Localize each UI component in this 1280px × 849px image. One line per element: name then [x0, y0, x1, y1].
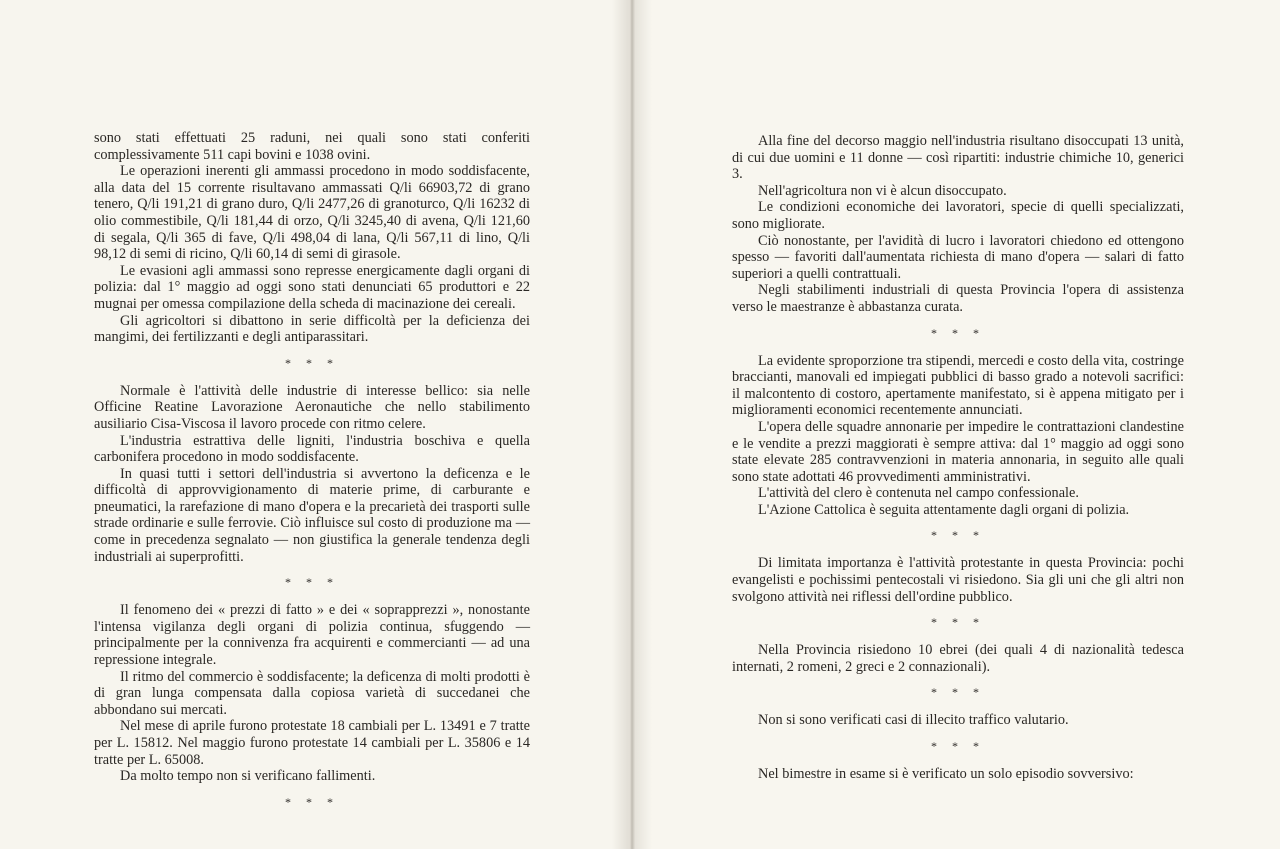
section-separator: * * * [931, 325, 985, 340]
paragraph: Le operazioni inerenti gli ammassi procedono in modo soddisfacente, alla data del 15 corrente risultavano ammassati Q/li 66903,72 di grano tenero, Q/li 191,21 di grano duro, Q/li 2477,26 di granoturco, Q/li 16232 di olio commestibile, Q/li 181,44 di orzo, Q/li 3245,40 di avena, Q/li 121,60 di segala, Q/li 365 di fave, Q/li 498,04 di lana, Q/li 567,11 di lino, Q/li 98,12 di semi di ricino, Q/li 60,14 di semi di girasole. [94, 163, 530, 263]
section-separator: * * * [931, 685, 985, 700]
paragraph: Nel mese di aprile furono protestate 18 cambiali per L. 13491 e 7 tratte per L. 15812. Nel maggio furono protestate 14 cambiali per L. 35806 e 14 tratte per L. 65008. [94, 718, 530, 768]
section-separator: * * * [931, 739, 985, 754]
paragraph: Nella Provincia risiedono 10 ebrei (dei quali 4 di nazionalità tedesca internati, 2 romeni, 2 greci e 2 connazionali). [732, 642, 1184, 675]
paragraph: La evidente sproporzione tra stipendi, mercedi e costo della vita, costringe braccianti, manovali ed impiegati pubblici di basso grado a notevoli sacrifici: il malcontento di costoro, apertamente manifestato, si è appena mitigato per i miglioramenti economici recentemente annunciati. [732, 352, 1184, 419]
paragraph: Il ritmo del commercio è soddisfacente; la deficenza di molti prodotti è di gran lunga compensata dalla copiosa varietà di succedanei che abbondano sui mercati. [94, 668, 530, 718]
paragraph: Il fenomeno dei « prezzi di fatto » e dei « soprapprezzi », nonostante l'intensa vigilanza degli organi di polizia continua, sfuggendo — principalmente per la connivenza fra acquirenti e commercianti — ad una repressione integrale. [94, 602, 530, 669]
paragraph: Ciò nonostante, per l'avidità di lucro i lavoratori chiedono ed ottengono spesso — favoriti dall'aumentata richiesta di mano d'opera — salari di fatto superiori a quelli contrattuali. [732, 232, 1184, 282]
paragraph: In quasi tutti i settori dell'industria si avvertono la deficenza e le difficoltà di approvvigionamento di materie prime, di carburante e pneumatici, la rarefazione di mano d'opera e la precarietà dei trasporti sulle strade ordinarie e sulle ferrovie. Ciò influisce sul costo di produzione ma — come in precedenza segnalato — non giustifica la generale tendenza degli industriali ai superprofitti. [94, 465, 530, 565]
paragraph: Le condizioni economiche dei lavoratori, specie di quelli specializzati, sono migliorate. [732, 199, 1184, 232]
paragraph: Non si sono verificati casi di illecito traffico valutario. [758, 712, 1069, 729]
paragraph: Di limitata importanza è l'attività protestante in questa Provincia: pochi evangelisti e pochissimi pentecostali vi risiedono. Sia gli uni che gli altri non svolgono attività nei riflessi dell'ordine pubblico. [732, 555, 1184, 605]
paragraph: Le evasioni agli ammassi sono represse energicamente dagli organi di polizia: dal 1° maggio ad oggi sono stati denunciati 65 produttori e 22 mugnai per omessa compilazione della scheda di macinazione dei cereali. [94, 262, 530, 312]
paragraph: Alla fine del decorso maggio nell'industria risultano disoccupati 13 unità, di cui due uomini e 11 donne — così ripartiti: industrie chimiche 10, generici 3. [732, 133, 1184, 183]
paragraph: L'opera delle squadre annonarie per impedire le contrattazioni clandestine e le vendite a prezzi maggiorati è sempre attiva: dal 1° maggio ad oggi sono state elevate 285 contravvenzioni in materia annonaria, in seguito alle quali sono state adottati 46 provvedimenti amministrativi. [732, 418, 1184, 485]
section-separator: * * * [285, 355, 339, 370]
section-separator: * * * [285, 794, 339, 809]
section-separator: * * * [285, 575, 339, 590]
paragraph: sono stati effettuati 25 raduni, nei quali sono stati conferiti complessivamente 511 capi bovini e 1038 ovini. [94, 130, 530, 163]
paragraph: Da molto tempo non si verificano fallimenti. [120, 768, 376, 785]
section-separator: * * * [931, 528, 985, 543]
paragraph: Nel bimestre in esame si è verificato un solo episodio sovversivo: [758, 766, 1134, 783]
section-separator: * * * [931, 615, 985, 630]
paragraph: Nell'agricoltura non vi è alcun disoccupato. [758, 182, 1007, 199]
paragraph: L'industria estrattiva delle ligniti, l'industria boschiva e quella carbonifera procedono in modo soddisfacente. [94, 432, 530, 466]
right-page-text [732, 133, 1184, 783]
paragraph: L'Azione Cattolica è seguita attentamente dagli organi di polizia. [758, 501, 1130, 518]
paragraph: Normale è l'attività delle industrie di interesse bellico: sia nelle Officine Reatine Lavorazione Aeronautiche che nello stabilimento ausiliario Cisa-Viscosa il lavoro procede con ritmo celere. [94, 382, 530, 432]
paragraph: L'attività del clero è contenuta nel campo confessionale. [758, 485, 1079, 502]
paragraph: Gli agricoltori si dibattono in serie difficoltà per la deficienza dei mangimi, dei fertilizzanti e degli antiparassitari. [94, 312, 530, 346]
left-page [0, 0, 628, 849]
paragraph: Negli stabilimenti industriali di questa Provincia l'opera di assistenza verso le maestranze è abbastanza curata. [732, 282, 1184, 315]
right-page [628, 0, 1280, 849]
left-page-text [94, 130, 530, 822]
